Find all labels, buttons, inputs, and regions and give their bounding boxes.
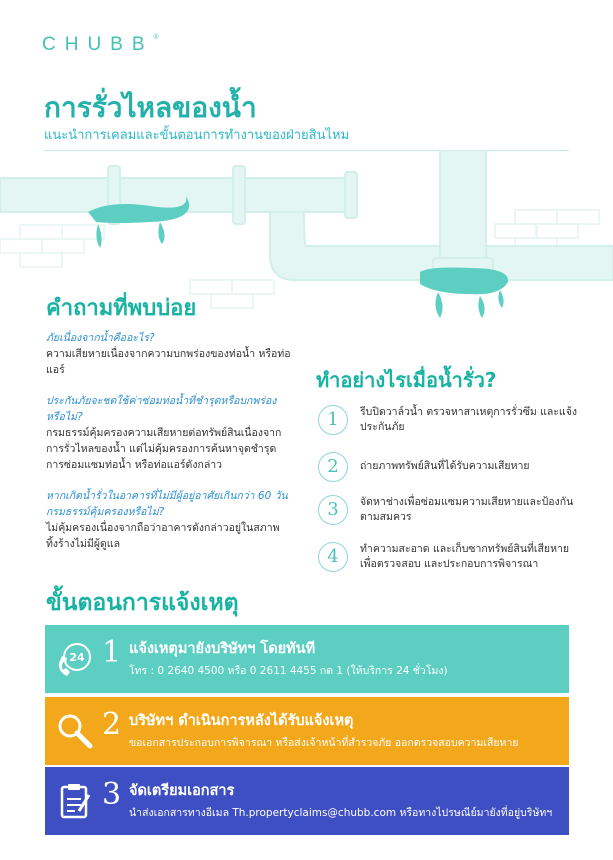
step-text: ทำความสะอาด และเก็บซากทรัพย์สินที่เสียหายเพื่อตรวจสอบ และประกอบการพิจารณา	[360, 543, 570, 570]
process-step-title: จัดเตรียมเอกสาร	[129, 783, 235, 799]
faq-answer: กรมธรรม์คุ้มครองความเสียหายต่อทรัพย์สินเนื่องจากการรั่วไหลของน้ำ แต่ไม่คุ้มครองการค้นหาจุดชำรุด การซ่อมแซมท่อน้ำ หรือท่อแอร์ดังกล่าว	[46, 427, 282, 471]
step-number: 3	[318, 495, 348, 525]
process-title: ขั้นตอนการแจ้งเหตุ	[46, 590, 239, 616]
clipboard-icon	[55, 781, 95, 821]
step-number: 4	[318, 542, 348, 572]
page-title: การรั่วไหลของน้ำ	[44, 91, 257, 124]
how-to-step	[318, 452, 578, 492]
faq-question: หากเกิดน้ำรั่วในอาคารที่ไม่มีผู้อยู่อาศัยเกินกว่า 60 วัน กรมธรรม์คุ้มครองหรือไม่?	[46, 490, 288, 518]
process-step-2	[45, 697, 569, 765]
magnifier-icon	[55, 711, 95, 751]
faq-item	[46, 330, 291, 378]
logo-registered-mark: ®	[153, 34, 159, 41]
step-number: 1	[318, 405, 348, 435]
faq-item	[46, 393, 291, 473]
icon-24-label: 24	[69, 651, 85, 664]
page-subtitle: แนะนำการเคลมและขั้นตอนการทำงานของฝ่ายสินไหม	[44, 128, 350, 143]
step-text: จัดหาช่างเพื่อซ่อมแซมความเสียหายและป้องกันตามสมควร	[360, 496, 574, 523]
faq-item	[46, 488, 291, 552]
how-to-step	[318, 542, 578, 582]
process-step-title: แจ้งเหตุมายังบริษัทฯ โดยทันที	[129, 641, 316, 657]
faq-answer: ไม่คุ้มครองเนื่องจากถือว่าอาคารดังกล่าวอยู่ในสภาพทิ้งร้างไม่มีผู้ดูแล	[46, 522, 280, 550]
how-to-step	[318, 405, 578, 445]
faq-question: ภัยเนื่องจากน้ำคืออะไร?	[46, 332, 155, 344]
process-step-1	[45, 625, 569, 693]
faq-answer: ความเสียหายเนื่องจากความบกพร่องของท่อน้ำ หรือท่อแอร์	[46, 348, 291, 376]
process-step-desc: นำส่งเอกสารทางอีเมล Th.propertyclaims@chubb.com หรือทางไปรษณีย์มายังที่อยู่บริษัทฯ	[129, 807, 553, 819]
step-number: 2	[318, 452, 348, 482]
faq-question: ประกันภัยจะชดใช้ค่าซ่อมท่อน้ำที่ชำรุดหรือบกพร่องหรือไม่?	[46, 395, 277, 423]
phone-24-icon	[55, 639, 95, 679]
step-text: รีบปิดวาล์วน้ำ ตรวจหาสาเหตุการรั่วซึม และแจ้งประกันภัย	[360, 406, 577, 433]
process-step-desc: ขอเอกสารประกอบการพิจารณา หรือส่งเจ้าหน้าที่สำรวจภัย ออกตรวจสอบความเสียหาย	[129, 737, 519, 749]
process-step-desc: โทร : 0 2640 4500 หรือ 0 2611 4455 กด 1 (ให้บริการ 24 ชั่วโมง)	[129, 665, 448, 677]
logo-text: CHUBB	[42, 34, 154, 55]
faq-title: คำถามที่พบบ่อย	[46, 296, 197, 321]
process-step-number: 1	[102, 635, 122, 670]
process-step-title: บริษัทฯ ดำเนินการหลังได้รับแจ้งเหตุ	[129, 713, 354, 729]
process-step-3	[45, 767, 569, 835]
process-step-number: 3	[102, 777, 122, 812]
chubb-logo	[42, 34, 159, 56]
step-text: ถ่ายภาพทรัพย์สินที่ได้รับความเสียหาย	[360, 460, 530, 472]
how-to-step	[318, 495, 578, 535]
how-to-title: ทำอย่างไรเมื่อน้ำรั่ว?	[316, 368, 497, 392]
process-step-number: 2	[102, 707, 122, 742]
